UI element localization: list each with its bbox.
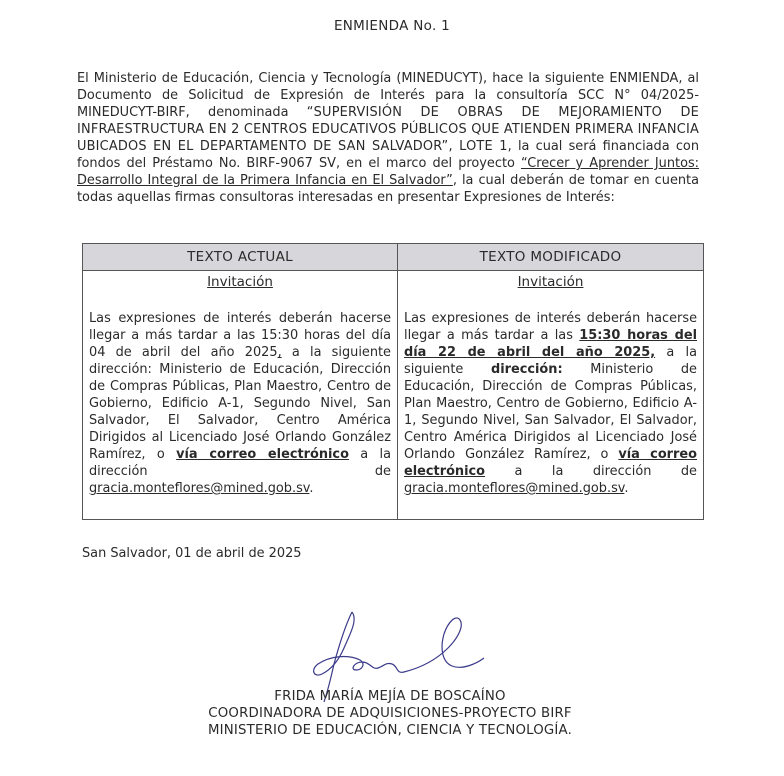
current-text-2: a la siguiente dirección: Ministerio de Educación, Dirección de Compras Públicas, Plan Maestro, Centro de Gobierno, Edificio A-1, Segundo Nivel, San Salvador, El Salvador, Centro América Dirigidos al Licenciado José Orlando González Ramírez, o <box>89 345 391 462</box>
current-email-link[interactable]: gracia.monteflores@mined.gob.sv <box>89 481 310 496</box>
current-text-cell <box>83 271 398 520</box>
signature-block <box>180 688 600 739</box>
signatory-role: COORDINADORA DE ADQUISICIONES-PROYECTO BIRF <box>208 706 572 721</box>
intro-paragraph <box>77 70 699 206</box>
modified-text-1: Las expresiones de interés deberán hacerse llegar a más tardar a las <box>404 311 697 343</box>
document-title: ENMIENDA No. 1 <box>333 18 451 34</box>
signatory-institution: MINISTERIO DE EDUCACIÓN, CIENCIA Y TECNOLOGÍA. <box>207 723 573 738</box>
modified-direccion-label: dirección: <box>490 362 563 377</box>
current-text-body <box>89 310 391 497</box>
modified-deadline: 15:30 horas del día 22 de abril del año 2025, <box>404 328 697 360</box>
header-modified-text: TEXTO MODIFICADO <box>398 244 704 271</box>
place-date: San Salvador, 01 de abril de 2025 <box>82 546 302 561</box>
current-email-via: vía correo electrónico <box>176 447 349 462</box>
intro-text-1: El Ministerio de Educación, Ciencia y Tecnología (MINEDUCYT), hace la siguiente ENMIENDA, al Documento de Solicitud de Expresión de Interés para la consultoría SCC N° 04/2025-MINEDUCYT-BIRF, denominada <box>77 71 699 120</box>
modified-text-3: Ministerio de Educación, Dirección de Compras Públicas, Plan Maestro, Centro de Gobierno, Edificio A-1, Segundo Nivel, San Salvador, El Salvador, Centro América Dirigidos al Licenciado José Orlando González Ramírez, o <box>404 362 697 462</box>
current-text-3: a la dirección de <box>89 447 392 479</box>
modified-email-link[interactable]: gracia.monteflores@mined.gob.sv <box>404 481 625 496</box>
modified-text-body <box>404 310 697 497</box>
current-text-1: Las expresiones de interés deberán hacerse llegar a más tardar a las 15:30 horas del día 04 de abril del año 2025 <box>89 311 391 360</box>
modified-text-2: a la siguiente <box>404 345 697 377</box>
modified-section-title: Invitación <box>517 274 584 290</box>
amendment-table <box>82 243 704 520</box>
current-end: . <box>309 481 314 496</box>
current-section-title: Invitación <box>207 274 273 290</box>
modified-end: . <box>624 481 629 496</box>
program-name-link: “Crecer y Aprender Juntos: Desarrollo Integral de la Primera Infancia en El Salvador” <box>77 156 700 188</box>
signatory-name: FRIDA MARÍA MEJÍA DE BOSCAÍNO <box>274 689 506 704</box>
intro-text-3: , la cual deberán de tomar en cuenta todas aquellas firmas consultoras interesadas en presentar Expresiones de Interés: <box>77 173 699 205</box>
modified-text-cell <box>398 271 704 520</box>
modified-email-via: vía correo electrónico <box>404 447 697 479</box>
current-comma: , <box>277 345 282 360</box>
modified-text-4: a la dirección de <box>485 464 697 479</box>
header-current-text: TEXTO ACTUAL <box>83 244 398 271</box>
intro-text-2: , la cual será financiada con fondos del Préstamo No. BIRF-9067 SV, en el marco del proyecto <box>77 139 699 171</box>
project-name: “SUPERVISIÓN DE OBRAS DE MEJORAMIENTO DE INFRAESTRUCTURA EN 2 CENTROS EDUCATIVOS PÚBLICOS QUE ATIENDEN PRIMERA INFANCIA UBICADOS EN EL DEPARTAMENTO DE SAN SALVADOR”, LOTE 1 <box>77 105 700 154</box>
